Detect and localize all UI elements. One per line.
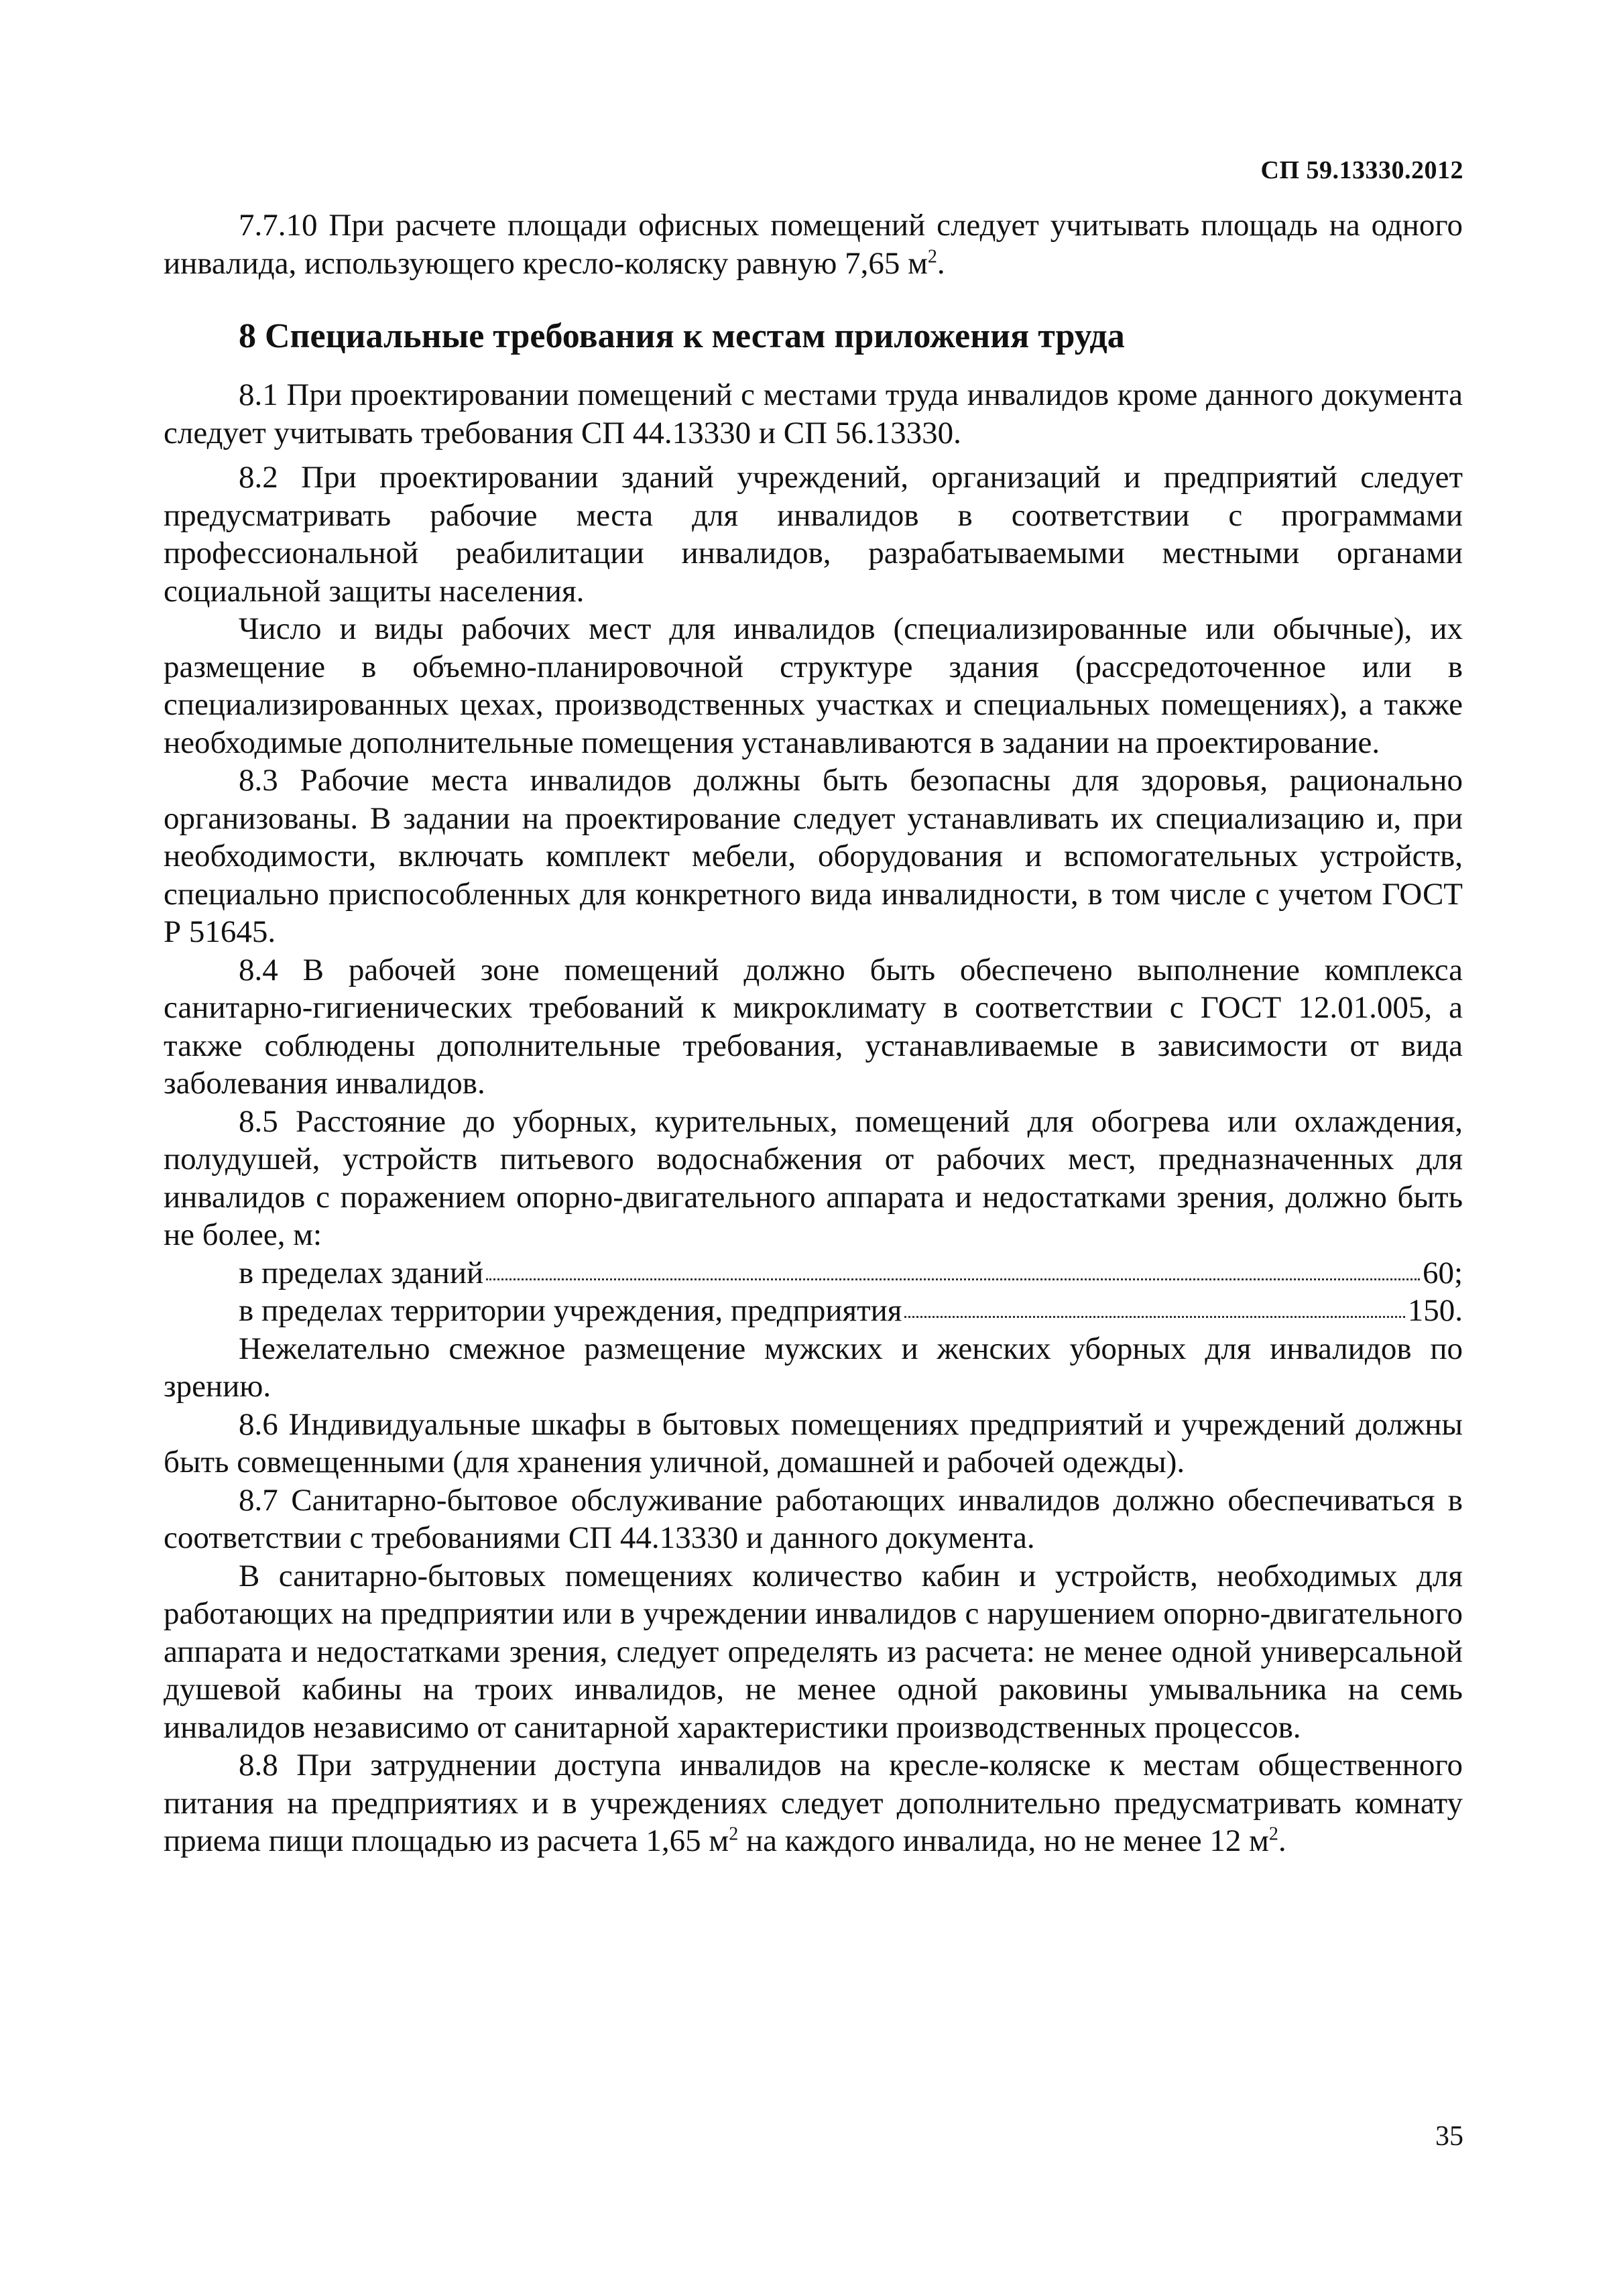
document-code-header: СП 59.13330.2012 [1260, 156, 1463, 184]
paragraph-8-7: 8.7 Санитарно-бытовое обслуживание работающих инвалидов должно обеспечиваться в соответствии с требованиями СП 44.13330 и данного документа. [164, 1482, 1463, 1555]
paragraph-8-5-continued: Нежелательно смежное размещение мужских и женских уборных для инвалидов по зрению. [164, 1331, 1463, 1404]
distance-value: 60; [1422, 1255, 1463, 1290]
paragraph-7-7-10 [164, 206, 1463, 282]
section-heading-8: 8 Специальные требования к местам приложения труда [239, 317, 1125, 355]
dot-leader [904, 1316, 1404, 1318]
paragraph-8-2-continued: Число и виды рабочих мест для инвалидов (специализированные или обычные), их размещение в объемно-планировочной структуре здания (рассредоточенное или в специализированных цехах, производственных участках и специальных помещениях), а также необходимые дополнительные помещения устанавливаются в задании на проектирование. [164, 611, 1463, 760]
distance-row-buildings [164, 1254, 1463, 1292]
paragraph-8-4: 8.4 В рабочей зоне помещений должно быть обеспечено выполнение комплекса санитарно-гигиенических требований к микроклимату в соответствии с ГОСТ 12.01.005, а также соблюдены дополнительные требования, устанавливаемые в зависимости от вида заболевания инвалидов. [164, 952, 1463, 1101]
paragraph-7-7-10-text: 7.7.10 При расчете площади офисных помещений следует учитывать площадь на одного инвалида, использующего кресло-коляску равную 7,65 м [164, 208, 1463, 281]
superscript-square: 2 [927, 245, 937, 267]
dot-leader [486, 1278, 1420, 1280]
paragraph-7-7-10-tail: . [937, 245, 945, 281]
superscript-square: 2 [729, 1823, 739, 1845]
paragraph-8-1: 8.1 При проектировании помещений с местами труда инвалидов кроме данного документа следует учитывать требования СП 44.13330 и СП 56.13330. [164, 377, 1463, 450]
paragraph-8-2: 8.2 При проектировании зданий учреждений, организаций и предприятий следует предусматривать рабочие места для инвалидов в соответствии с программами профессиональной реабилитации инвалидов, разрабатываемыми местными органами социальной защиты населения. [164, 460, 1463, 609]
superscript-square: 2 [1268, 1823, 1278, 1845]
paragraph-8-8-tail: . [1278, 1823, 1286, 1858]
paragraph-8-8-text-a: 8.8 При затруднении доступа инвалидов на кресле-коляске к местам общественного питания на предприятиях и в учреждениях следует дополнительно предусматривать комнату приема пищи площадью из расчета 1,65 м [164, 1748, 1463, 1858]
paragraph-8-8-text-b: на каждого инвалида, но не менее 12 м [738, 1823, 1269, 1858]
paragraph-8-7-continued: В санитарно-бытовых помещениях количество кабин и устройств, необходимых для работающих на предприятии или в учреждении инвалидов с нарушением опорно-двигательного аппарата и недостатками зрения, следует определять из расчета: не менее одной универсальной душевой кабины на троих инвалидов, не менее одной раковины умывальника на семь инвалидов независимо от санитарной характеристики производственных процессов. [164, 1558, 1463, 1745]
distance-row-territory [164, 1292, 1463, 1330]
distance-label: в пределах территории учреждения, предприятия [239, 1293, 902, 1328]
page-number: 35 [1435, 2121, 1463, 2152]
paragraph-8-8 [164, 1746, 1463, 1860]
paragraph-8-5: 8.5 Расстояние до уборных, курительных, помещений для обогрева или охлаждения, полудушей, устройств питьевого водоснабжения от рабочих мест, предназначенных для инвалидов с поражением опорно-двигательного аппарата и недостатками зрения, должно быть не более, м: [164, 1103, 1463, 1252]
distance-label: в пределах зданий [239, 1255, 484, 1290]
paragraph-8-3: 8.3 Рабочие места инвалидов должны быть безопасны для здоровья, рационально организованы. В задании на проектирование следует устанавливать их специализацию и, при необходимости, включать комплект мебели, оборудования и вспомогательных устройств, специально приспособленных для конкретного вида инвалидности, в том числе с учетом ГОСТ Р 51645. [164, 763, 1463, 949]
distance-value: 150. [1407, 1293, 1463, 1328]
document-body [164, 206, 1463, 1860]
paragraph-8-6: 8.6 Индивидуальные шкафы в бытовых помещениях предприятий и учреждений должны быть совмещенными (для хранения уличной, домашней и рабочей одежды). [164, 1406, 1463, 1479]
